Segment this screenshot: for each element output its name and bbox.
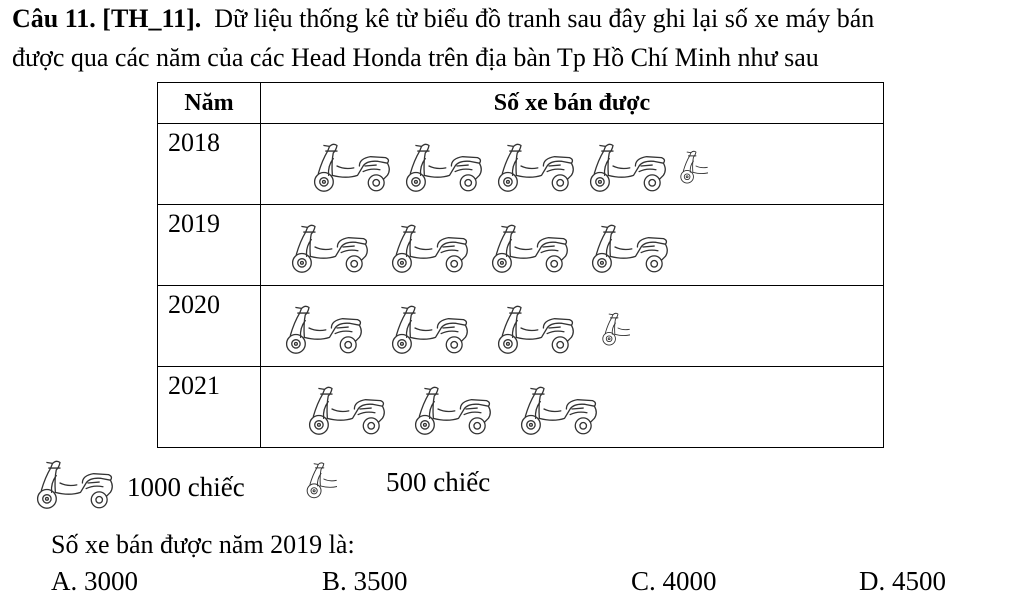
question-prompt: Số xe bán được năm 2019 là: bbox=[51, 530, 355, 559]
option-a[interactable]: A. 3000 bbox=[51, 566, 138, 596]
year-cell: 2018 bbox=[158, 124, 261, 205]
icons-cell bbox=[261, 367, 884, 448]
icons-cell bbox=[261, 205, 884, 286]
option-b[interactable]: B. 3500 bbox=[322, 566, 408, 596]
question-label: Câu 11. [TH_11]. bbox=[12, 4, 202, 33]
half-motorbike-icon bbox=[303, 448, 337, 510]
legend-full-icon bbox=[32, 455, 116, 516]
motorbike-icon bbox=[493, 138, 577, 194]
half-motorbike-icon bbox=[677, 138, 708, 194]
year-cell: 2019 bbox=[158, 205, 261, 286]
legend-full-value: 1000 chiếc bbox=[127, 472, 245, 502]
year-cell: 2020 bbox=[158, 286, 261, 367]
table-row bbox=[158, 367, 884, 448]
motorbike-icon bbox=[410, 381, 494, 437]
motorbike-icon bbox=[387, 219, 471, 275]
year-cell: 2021 bbox=[158, 367, 261, 448]
motorbike-icon bbox=[487, 219, 571, 275]
motorbike-icon bbox=[281, 300, 365, 356]
motorbike-icon bbox=[585, 138, 669, 194]
motorbike-icon bbox=[309, 138, 393, 194]
motorbike-icon bbox=[587, 219, 671, 275]
pictograph-table bbox=[157, 82, 884, 448]
motorbike-icon bbox=[287, 219, 371, 275]
legend-half-value: 500 chiếc bbox=[386, 467, 491, 497]
motorbike-icon bbox=[304, 381, 388, 437]
option-c[interactable]: C. 4000 bbox=[631, 566, 717, 596]
table-header-row bbox=[158, 83, 884, 124]
question-line-1 bbox=[12, 3, 874, 35]
motorbike-icon bbox=[493, 300, 577, 356]
question-text-2: được qua các năm của các Head Honda trên địa bàn Tp Hồ Chí Minh như sau bbox=[12, 43, 819, 72]
legend-half-icon bbox=[303, 448, 337, 515]
motorbike-icon bbox=[516, 381, 600, 437]
motorbike-icon bbox=[387, 300, 471, 356]
question-text-1: Dữ liệu thống kê từ biểu đồ tranh sau đây ghi lại số xe máy bán bbox=[214, 4, 875, 33]
header-year: Năm bbox=[158, 83, 261, 124]
option-d[interactable]: D. 4500 bbox=[859, 566, 946, 596]
icons-cell bbox=[261, 286, 884, 367]
motorbike-icon bbox=[32, 455, 116, 511]
half-motorbike-icon bbox=[599, 300, 630, 356]
icons-cell bbox=[261, 124, 884, 205]
header-sales: Số xe bán được bbox=[261, 83, 884, 124]
table-row bbox=[158, 286, 884, 367]
table-row bbox=[158, 124, 884, 205]
table-row bbox=[158, 205, 884, 286]
motorbike-icon bbox=[401, 138, 485, 194]
